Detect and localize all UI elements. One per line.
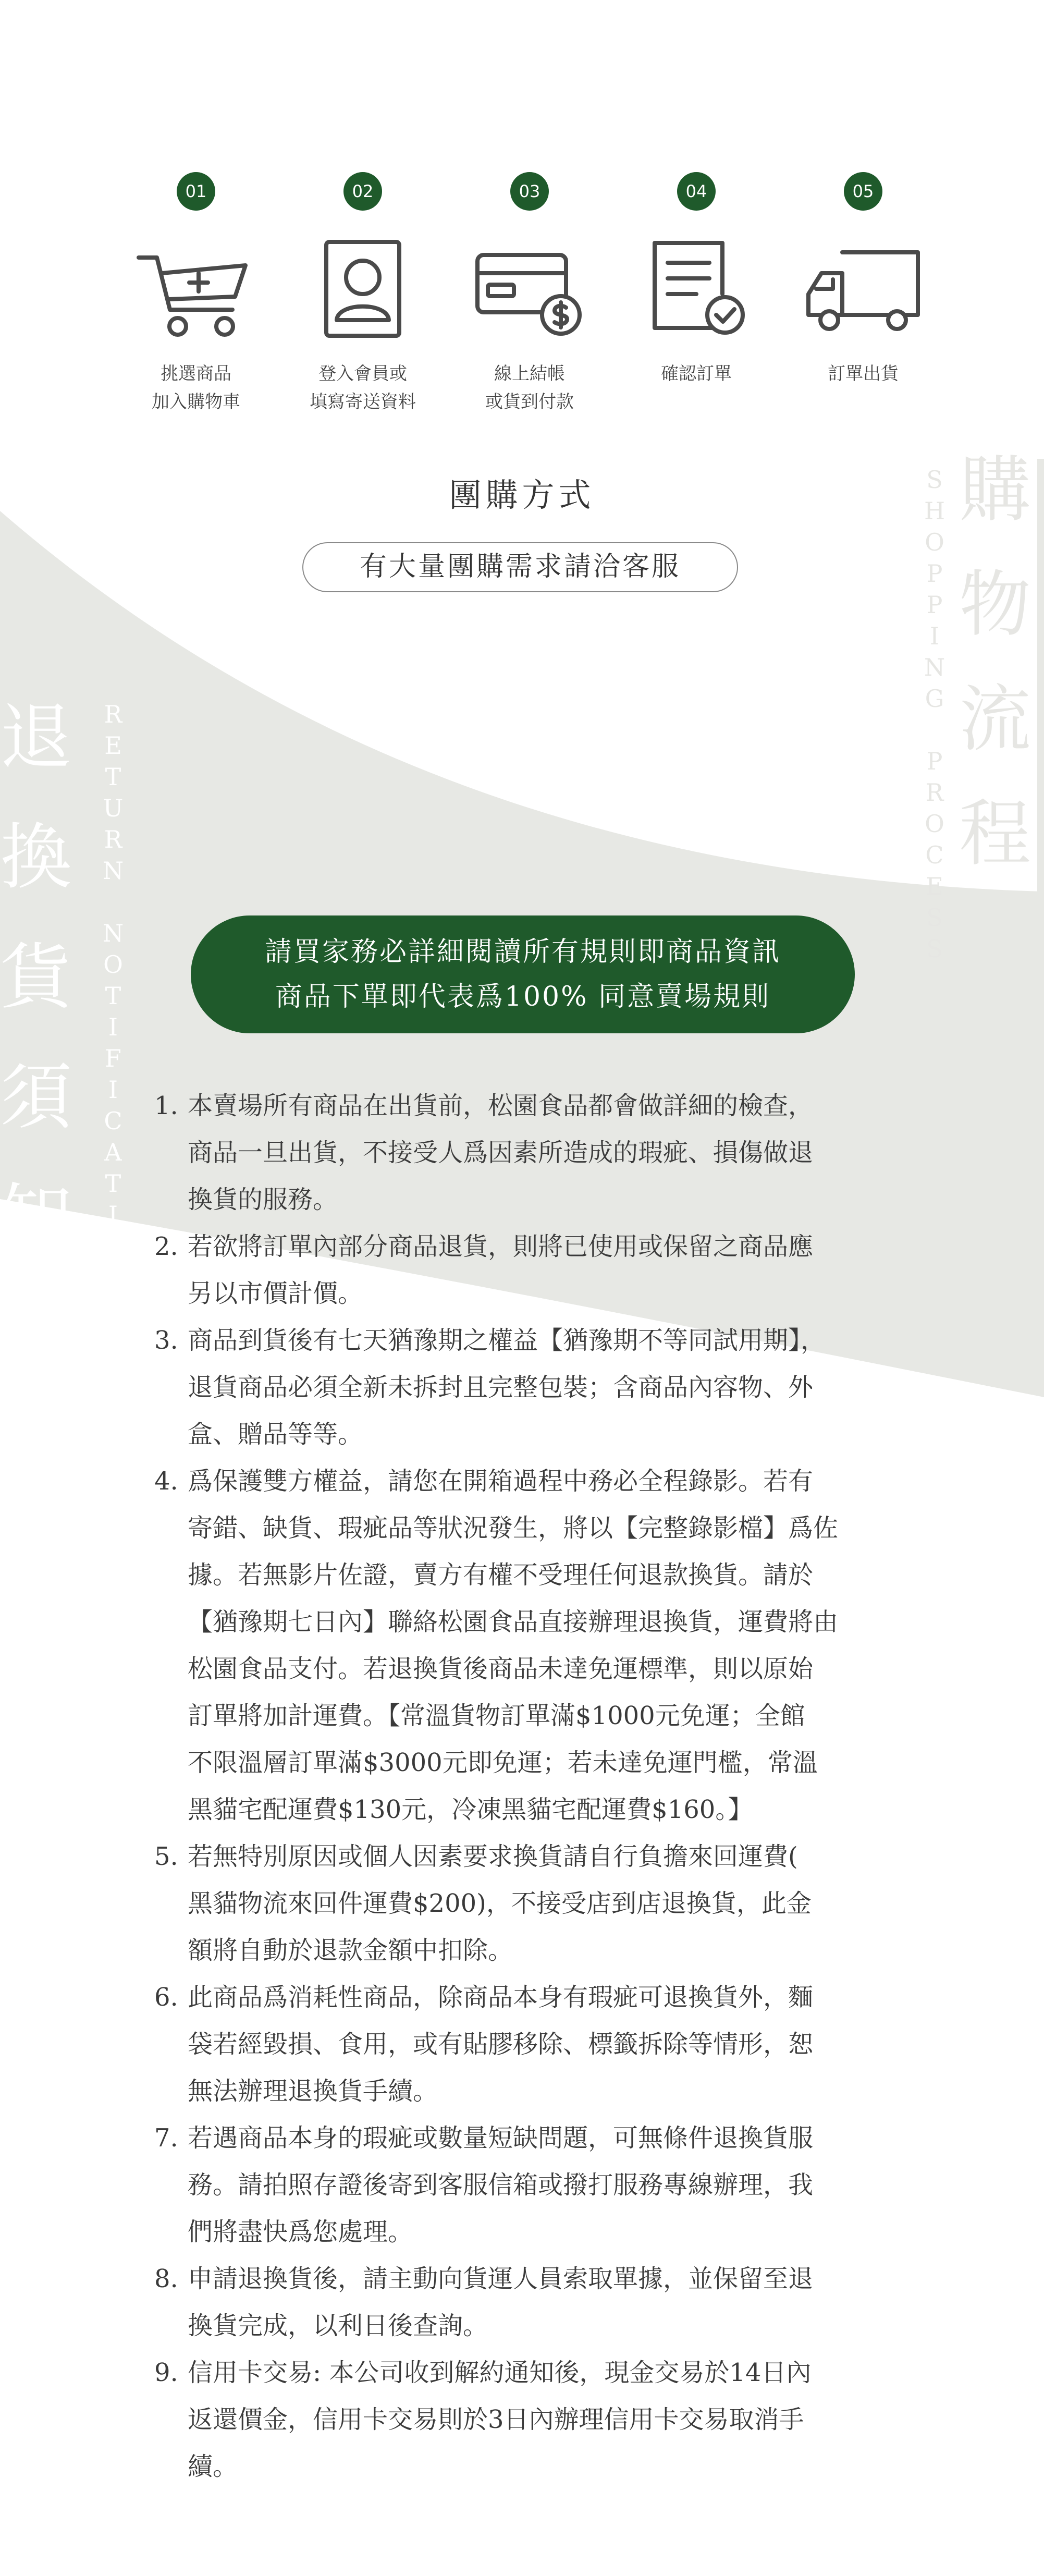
step-caption: 確認訂單 [661,363,732,384]
step-3 [446,172,613,416]
order-confirm-icon [634,237,759,341]
notice-line: 商品下單即代表爲100% 同意賣場規則 [275,981,771,1012]
step-number: 02 [343,172,382,211]
rules-notice-banner [191,915,855,1033]
rule-number: 1. [154,1091,178,1120]
rule-item: 9. 信用卡交易: 本公司收到解約通知後，現金交易於14日內 返還價金，信用卡交易則於3日內辦理信用卡交易取消手 續。 [154,2349,915,2490]
rule-item: 3. 商品到貨後有七天猶豫期之權益【猶豫期不等同試用期】， 退貨商品必須全新未拆封且完整包裝；含商品內容物、外 盒、贈品等等。 [154,1317,915,1458]
shopping-process-title: 購 物 流 程 [959,448,1031,876]
step-number: 04 [677,172,716,211]
step-caption: 登入會員或 填寫寄送資料 [310,363,416,412]
step-1 [113,172,279,416]
notice-line: 請買家務必詳細閱讀所有規則即商品資訊 [264,936,781,968]
group-buy-contact-note: 有大量團購需求請洽客服 [302,542,738,592]
rule-number: 9. [154,2358,178,2387]
group-buy-title: 團購方式 [449,476,595,514]
delivery-truck-icon [801,237,926,341]
shopping-cart-plus-icon [133,237,259,341]
return-notice-title: 退 換 貨 須 知 [0,695,72,1259]
step-caption: 挑選商品 加入購物車 [152,363,240,412]
shopping-process-subtitle: S H O P P I N G P R O C E S S [924,466,945,963]
step-caption: 線上結帳 或貨到付款 [485,363,574,412]
rule-item: 4. 爲保護雙方權益，請您在開箱過程中務必全程錄影。若有 寄錯、缺貨、瑕疵品等狀況發生，將以【完整錄影檔】爲佐 據。若無影片佐證，賣方有權不受理任何退款換貨。請於 【猶豫期七日內】聯絡松園食品直接辦理退換貨，運費將由 松園食品支付。若退換貨後商品未達免運標準，則以原始 訂單將加計運費。【常溫貨物訂單滿$1000元免運；全館 不限溫層訂單滿$3000元即免運；若未達免運門檻，常溫 黑貓宅配運費$130元，冷凍黑貓宅配運費$160。】 [154,1458,915,1833]
rule-number: 6. [154,1983,178,2012]
rule-number: 2. [154,1232,178,1261]
rule-item: 7. 若遇商品本身的瑕疵或數量短缺問題，可無條件退換貨服 務。請拍照存證後寄到客服信箱或撥打服務專線辦理，我 們將盡快爲您處理。 [154,2115,915,2255]
step-5 [780,172,947,388]
step-4 [613,172,780,388]
rule-number: 4. [154,1467,178,1496]
step-number: 03 [510,172,549,211]
rule-number: 5. [154,1842,178,1871]
rule-item: 1. 本賣場所有商品在出貨前，松園食品都會做詳細的檢查， 商品一旦出貨，不接受人爲因素所造成的瑕疵、損傷做退 換貨的服務。 [154,1082,915,1223]
credit-card-payment-icon [467,237,592,341]
step-caption: 訂單出貨 [828,363,899,384]
step-number: 05 [844,172,882,211]
rule-number: 7. [154,2123,178,2153]
member-profile-icon [300,237,425,341]
rule-item: 8. 申請退換貨後，請主動向貨運人員索取單據，並保留至退 換貨完成，以利日後查詢。 [154,2255,915,2349]
rule-item: 5. 若無特別原因或個人因素要求換貨請自行負擔來回運費( 黑貓物流來回件運費$200)，不接受店到店退換貨，此金 額將自動於退款金額中扣除。 [154,1833,915,1974]
rule-item: 6. 此商品爲消耗性商品，除商品本身有瑕疵可退換貨外，麵 袋若經毀損、食用，或有貼膠移除、標籤拆除等情形，恕 無法辦理退換貨手續。 [154,1974,915,2115]
step-2 [279,172,446,416]
rule-item: 2. 若欲將訂單內部分商品退貨，則將已使用或保留之商品應 另以市價計價。 [154,1223,915,1317]
return-notice-subtitle: R E T U R N N O T I F I C A T I O N S [102,700,124,1323]
rule-number: 8. [154,2264,178,2293]
rule-number: 3. [154,1326,178,1355]
return-rules-list [154,1082,915,2490]
step-number: 01 [177,172,215,211]
gray-right-edge [1037,459,1044,892]
